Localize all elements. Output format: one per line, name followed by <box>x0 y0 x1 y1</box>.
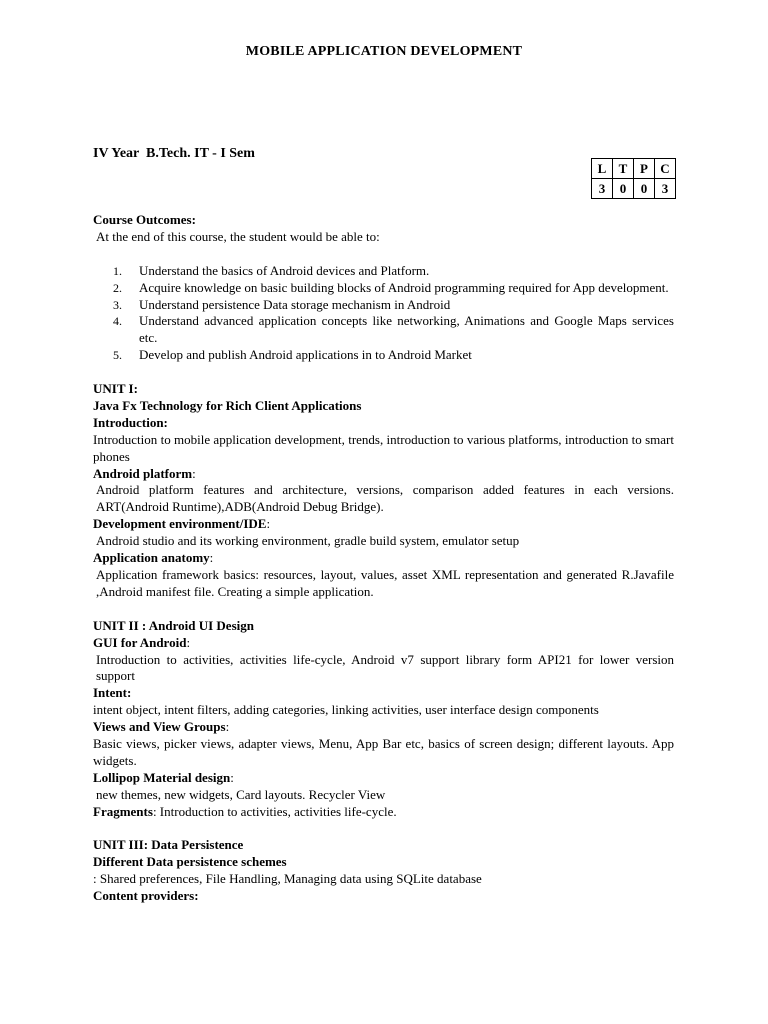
list-item <box>93 297 674 314</box>
ltpc-header-l: L <box>592 159 613 179</box>
page-title: MOBILE APPLICATION DEVELOPMENT <box>245 44 523 59</box>
list-item <box>93 280 674 297</box>
unit1-platform-heading-line: Android platform: <box>93 465 196 481</box>
unit1-intro-text: Introduction to mobile application development, trends, introduction to various platforms, introduction to smart phones <box>93 431 674 464</box>
unit1-devenv-text: Android studio and its working environment, gradle build system, emulator setup <box>96 533 520 549</box>
ltpc-table <box>591 158 676 199</box>
unit1-subtitle: Java Fx Technology for Rich Client Applications <box>93 397 362 413</box>
unit2-fragments-line <box>93 804 674 821</box>
unit1-anatomy-text: Application framework basics: resources, layout, values, asset XML representation and generated R.Javafile ,Android manifest file. Creating a simple application. <box>96 567 674 599</box>
outcome-text: Understand persistence Data storage mechanism in Android <box>139 296 451 312</box>
unit2-heading: UNIT II : Android UI Design <box>93 617 254 633</box>
unit2-gui-text: Introduction to activities, activities life-cycle, Android v7 support library form API21 for lower version support <box>96 651 674 684</box>
ltpc-value-t: 0 <box>613 179 634 199</box>
unit1-intro-heading: Introduction: <box>93 414 168 430</box>
unit2-intent-heading: Intent: <box>93 685 132 701</box>
outcome-number: 3. <box>113 297 122 312</box>
unit2-lollipop-heading: Lollipop Material design <box>93 769 231 785</box>
unit1-platform-text: Android platform features and architecture, versions, comparison added features in each versions. ART(Android Runtime),ADB(Android Debug Bridge). <box>96 482 674 515</box>
unit2-lollipop-text: new themes, new widgets, Card layouts. Recycler View <box>96 786 386 802</box>
ltpc-header-row <box>592 159 676 179</box>
course-outcomes-heading: Course Outcomes: <box>93 212 196 227</box>
outcome-number: 2. <box>113 280 122 295</box>
unit3-schemes-heading: Different Data persistence schemes <box>93 854 287 870</box>
unit2-views-heading-line: Views and View Groups: <box>93 719 230 735</box>
document-body <box>93 212 674 905</box>
ltpc-value-p: 0 <box>634 179 655 199</box>
outcomes-list <box>93 263 674 364</box>
outcome-text: Understand advanced application concepts like networking, Animations and Google Maps services etc. <box>139 313 674 346</box>
unit1-anatomy-heading-line: Application anatomy: <box>93 550 214 566</box>
ltpc-header-c: C <box>655 159 676 179</box>
year-semester-line: IV Year B.Tech. IT - I Sem <box>93 146 255 161</box>
unit2-fragments-text: : Introduction to activities, activities life-cycle. <box>152 803 397 819</box>
list-item <box>93 263 674 280</box>
outcome-number: 5. <box>113 348 122 363</box>
ltpc-value-row <box>592 179 676 199</box>
unit3-heading: UNIT III: Data Persistence <box>93 837 244 853</box>
ltpc-header-t: T <box>613 159 634 179</box>
unit2-gui-heading-line: GUI for Android: <box>93 634 191 650</box>
unit3-providers-heading: Content providers: <box>93 888 199 904</box>
outcome-number: 1. <box>113 263 122 278</box>
unit1-platform-heading: Android platform <box>93 465 193 481</box>
unit2-views-text: Basic views, picker views, adapter views, Menu, App Bar etc, basics of screen design; different layouts. App widgets. <box>93 736 674 768</box>
unit3-schemes-text: : Shared preferences, File Handling, Managing data using SQLite database <box>93 871 482 887</box>
outcome-text: Acquire knowledge on basic building blocks of Android programming required for App development. <box>139 279 669 295</box>
unit2-fragments-heading: Fragments <box>93 803 153 819</box>
outcome-text: Develop and publish Android applications in to Android Market <box>139 347 472 363</box>
unit1-devenv-heading-line: Development environment/IDE: <box>93 516 271 532</box>
unit1-heading: UNIT I: <box>93 381 138 397</box>
course-outcomes-intro: At the end of this course, the student would be able to: <box>96 228 380 244</box>
unit2-lollipop-heading-line: Lollipop Material design: <box>93 769 234 785</box>
unit1-anatomy-heading: Application anatomy <box>93 550 210 566</box>
outcome-text: Understand the basics of Android devices and Platform. <box>139 262 430 278</box>
list-item <box>93 347 674 364</box>
unit2-views-heading: Views and View Groups <box>93 719 226 735</box>
unit2-gui-heading: GUI for Android <box>93 634 187 650</box>
list-item <box>93 313 674 347</box>
unit2-intent-text: intent object, intent filters, adding categories, linking activities, user interface design components <box>93 702 599 718</box>
ltpc-value-l: 3 <box>592 179 613 199</box>
outcome-number: 4. <box>113 314 122 329</box>
ltpc-header-p: P <box>634 159 655 179</box>
unit1-devenv-heading: Development environment/IDE <box>93 516 267 532</box>
ltpc-value-c: 3 <box>655 179 676 199</box>
